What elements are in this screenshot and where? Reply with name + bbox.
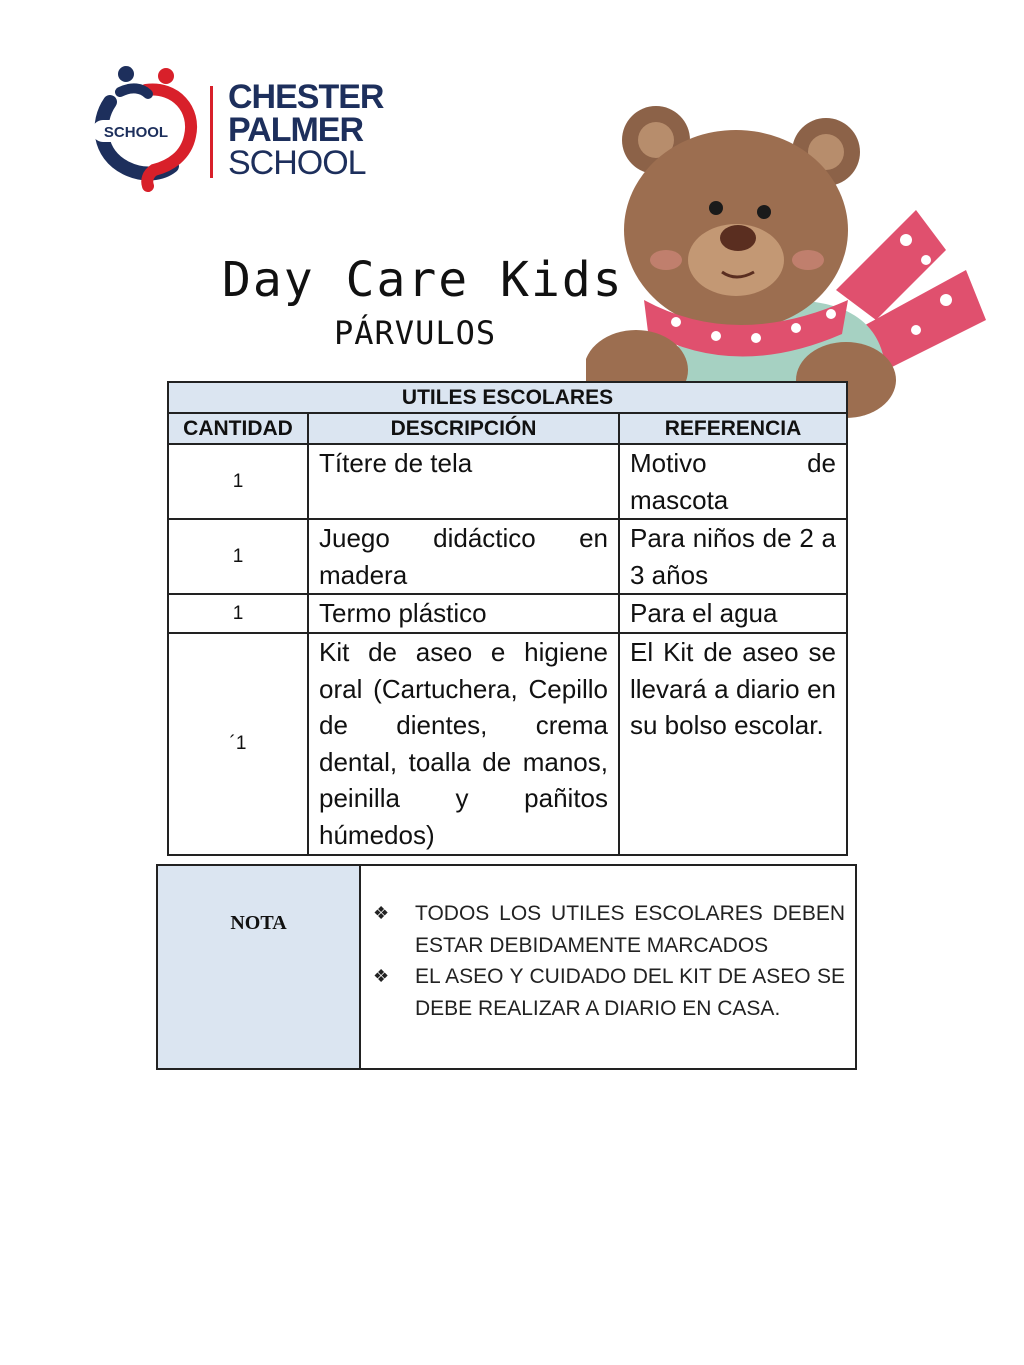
logo-line-1: CHESTER — [228, 78, 384, 116]
row-quantity: ´1 — [168, 633, 308, 855]
page-title: Day Care Kids — [222, 252, 624, 308]
row-reference: Motivo de mascota — [619, 444, 847, 519]
row-description: Juego didáctico en madera — [308, 519, 619, 594]
note-label: NOTA — [157, 865, 360, 1069]
logo-line-2: PALMER — [228, 111, 364, 149]
teddy-bear-illustration — [586, 100, 996, 420]
diamond-bullet-icon: ❖ — [373, 903, 390, 923]
header-reference: REFERENCIA — [619, 413, 847, 444]
logo-badge-text: SCHOOL — [103, 124, 169, 141]
table-row — [168, 444, 847, 519]
row-quantity: 1 — [168, 444, 308, 519]
row-description: Títere de tela — [308, 444, 619, 519]
list-item — [373, 961, 845, 1024]
row-reference: Para niños de 2 a 3 años — [619, 519, 847, 594]
list-item — [373, 898, 845, 961]
logo-divider — [210, 86, 213, 178]
note-text: EL ASEO Y CUIDADO DEL KIT DE ASEO SE DEBE REALIZAR A DIARIO EN CASA. — [415, 965, 845, 1020]
row-quantity: 1 — [168, 594, 308, 633]
table-row — [168, 519, 847, 594]
table-row — [168, 633, 847, 855]
note-list — [360, 865, 856, 1069]
header-quantity: CANTIDAD — [168, 413, 308, 444]
diamond-bullet-icon: ❖ — [373, 966, 390, 986]
row-description: Kit de aseo e higiene oral (Cartuchera, Cepillo de dientes, crema dental, toalla de manos, peinilla y pañitos húmedos) — [308, 633, 619, 855]
note-text: TODOS LOS UTILES ESCOLARES DEBEN ESTAR DEBIDAMENTE MARCADOS — [415, 902, 845, 957]
row-description: Termo plástico — [308, 594, 619, 633]
note-box — [156, 864, 857, 1070]
row-reference: Para el agua — [619, 594, 847, 633]
table-caption: UTILES ESCOLARES — [168, 382, 847, 413]
logo-wordmark — [228, 78, 384, 182]
header-description: DESCRIPCIÓN — [308, 413, 619, 444]
row-reference: El Kit de aseo se llevará a diario en su bolso escolar. — [619, 633, 847, 855]
logo-line-3: SCHOOL — [228, 144, 366, 182]
row-quantity: 1 — [168, 519, 308, 594]
page-subtitle: PÁRVULOS — [334, 314, 497, 352]
supplies-table — [167, 381, 848, 856]
table-row — [168, 594, 847, 633]
